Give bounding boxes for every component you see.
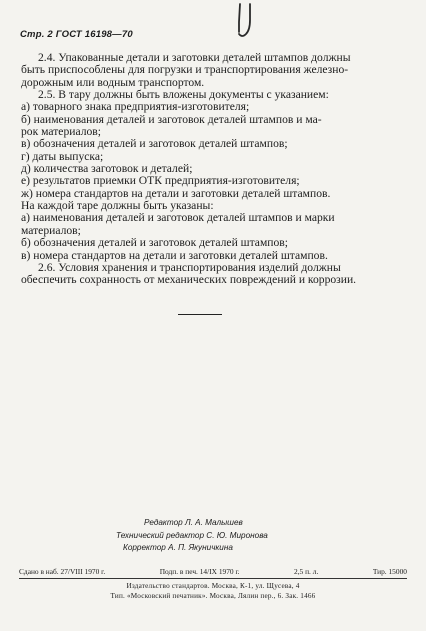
body-line: материалов;: [21, 223, 81, 237]
body-line: в) номера стандартов на детали и заготовки деталей штампов.: [21, 248, 328, 262]
body-line: б) наименования деталей и заготовок деталей штампов и ма-: [21, 112, 322, 126]
publisher-line: Издательство стандартов. Москва, К-1, ул. Щусева, 4: [126, 582, 300, 590]
body-text: [21, 52, 395, 287]
signed-to-print-date: Подп. в печ. 14/IX 1970 г.: [159, 567, 240, 576]
sent-to-set-date: Сдано в наб. 27/VIII 1970 г.: [19, 567, 106, 576]
proofreader-line: Корректор А. П. Якуничкина: [123, 543, 233, 552]
section-divider: [178, 314, 222, 315]
body-line: а) товарного знака предприятия-изготовителя;: [21, 100, 250, 114]
body-line: дорожным или водным транспортом.: [21, 75, 205, 89]
credits-block: [118, 517, 338, 555]
body-line: рок материалов;: [21, 125, 101, 139]
body-line: а) наименования деталей и заготовок деталей штампов и марки: [21, 211, 335, 225]
body-line: д) количества заготовок и деталей;: [21, 162, 193, 176]
publication-rule: [19, 578, 407, 579]
body-line: г) даты выпуска;: [21, 149, 104, 163]
body-line: 2.6. Условия хранения и транспортирования изделий должны: [38, 260, 341, 274]
body-line: 2.4. Упакованные детали и заготовки деталей штампов должны: [38, 51, 351, 64]
body-line: е) результатов приемки ОТК предприятия-изготовителя;: [21, 174, 300, 188]
body-line: ж) номера стандартов на детали и заготовки деталей штампов.: [21, 186, 331, 200]
page-header: Стр. 2 ГОСТ 16198—70: [20, 29, 133, 40]
printed-sheets: 2,5 п. л.: [294, 567, 319, 576]
printer-line: Тип. «Московский печатник». Москва, Лялин пер., 6. Зак. 1466: [110, 592, 316, 600]
circulation: Тир. 15000: [372, 567, 407, 576]
publication-row: [19, 567, 407, 576]
body-line: обеспечить сохранность от механических повреждений и коррозии.: [21, 273, 357, 287]
body-line: б) обозначения деталей и заготовок деталей штампов;: [21, 236, 288, 250]
editor-line: Редактор Л. А. Малышев: [144, 518, 243, 527]
body-line: быть приспособлены для погрузки и транспортирования железно-: [21, 63, 349, 77]
body-line: 2.5. В тару должны быть вложены документы с указанием:: [38, 88, 329, 102]
body-line: в) обозначения деталей и заготовок деталей штампов;: [21, 137, 288, 151]
tech-editor-line: Технический редактор С. Ю. Миронова: [116, 530, 268, 540]
handwritten-mark: [226, 2, 266, 44]
body-line: На каждой таре должны быть указаны:: [21, 199, 214, 213]
